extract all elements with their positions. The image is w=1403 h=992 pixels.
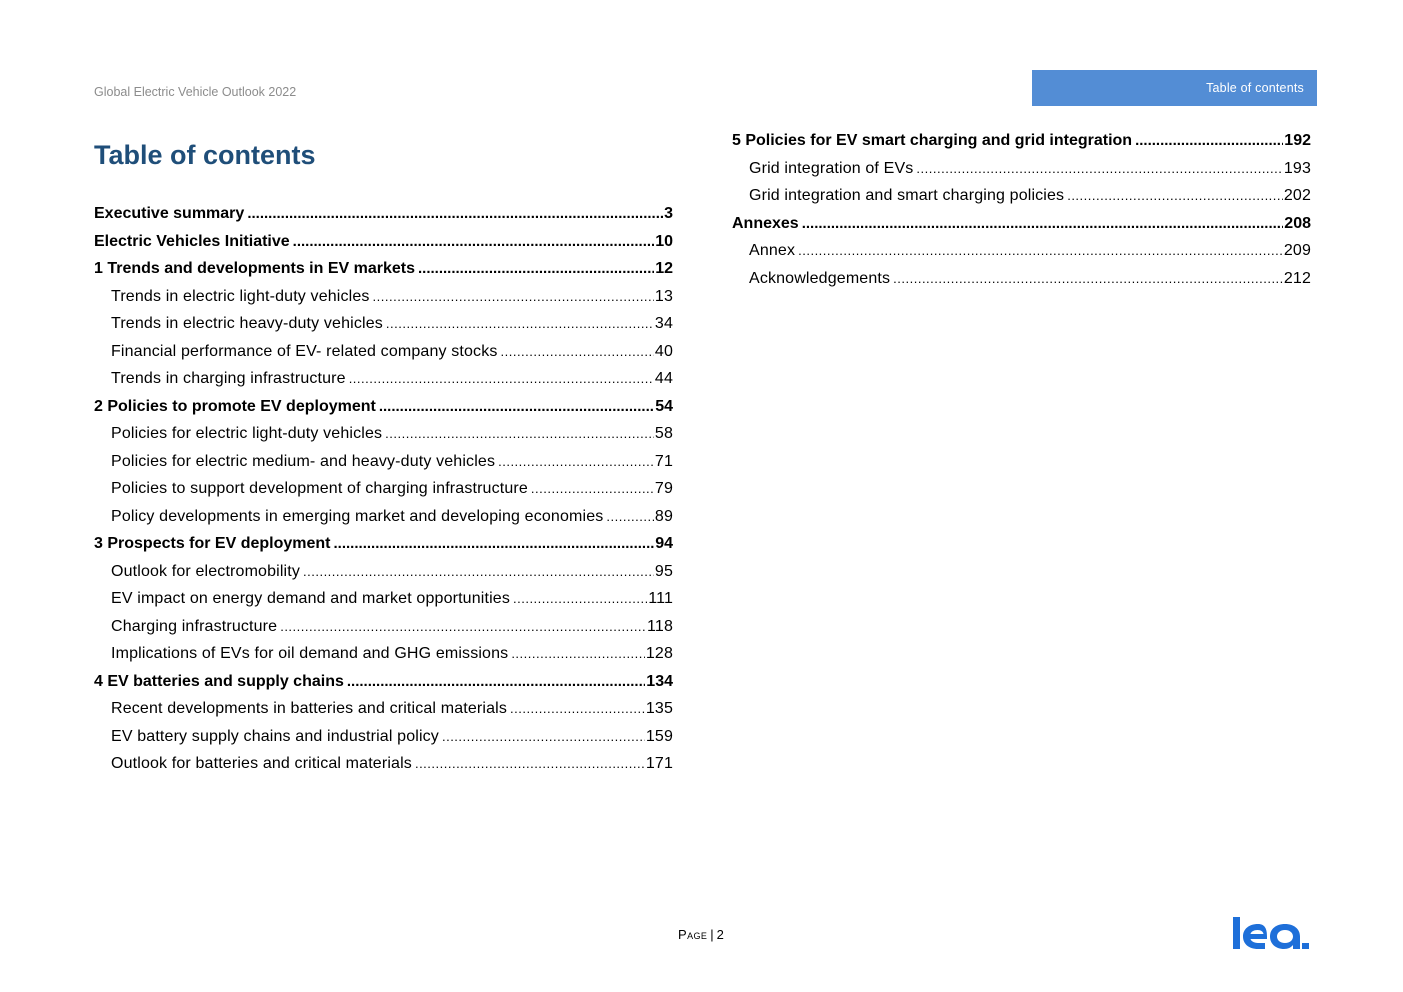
toc-chapter-entry[interactable]	[94, 668, 673, 696]
toc-dot-leader	[916, 155, 1282, 183]
toc-section-entry[interactable]	[94, 613, 673, 641]
toc-entry-page-number: 208	[1284, 214, 1311, 232]
toc-section-entry[interactable]	[732, 182, 1311, 210]
toc-entry-label: Trends in charging infrastructure	[111, 370, 346, 387]
toc-chapter-entry[interactable]	[94, 228, 673, 256]
toc-dot-leader	[415, 750, 645, 778]
toc-entry-page-number: 13	[654, 287, 673, 305]
toc-entry-page-number: 209	[1283, 242, 1311, 259]
toc-entry-page-number: 159	[645, 727, 673, 745]
toc-dot-leader	[893, 265, 1283, 293]
toc-chapter-entry[interactable]	[732, 210, 1311, 238]
toc-entry-page-number: 135	[645, 700, 673, 717]
toc-entry-page-number: 94	[655, 535, 673, 552]
toc-entry-label: EV impact on energy demand and market opportunities	[111, 590, 510, 607]
toc-entry-page-number: 58	[654, 425, 673, 442]
toc-dot-leader	[334, 530, 655, 558]
toc-entry-page-number: 79	[654, 480, 673, 497]
toc-entry-label: 2 Policies to promote EV deployment	[94, 397, 376, 415]
toc-chapter-entry[interactable]	[94, 393, 673, 421]
page-separator: |	[710, 927, 714, 942]
toc-dot-leader	[510, 695, 645, 723]
toc-entry-page-number: 54	[655, 397, 673, 415]
toc-dot-leader	[379, 393, 654, 421]
toc-section-entry[interactable]	[732, 265, 1311, 293]
page-number: 2	[716, 927, 724, 942]
toc-dot-leader	[418, 255, 654, 283]
toc-section-entry[interactable]	[94, 365, 673, 393]
toc-dot-leader	[303, 558, 654, 586]
page-footer	[678, 927, 724, 942]
toc-section-entry[interactable]	[94, 338, 673, 366]
toc-entry-label: Grid integration of EVs	[749, 159, 914, 177]
toc-entry-page-number: 193	[1283, 159, 1311, 177]
toc-section-entry[interactable]	[94, 503, 673, 531]
toc-entry-page-number: 34	[654, 315, 673, 332]
toc-left-column	[94, 200, 673, 778]
toc-section-entry[interactable]	[94, 475, 673, 503]
toc-entry-page-number: 71	[654, 452, 673, 470]
toc-section-entry[interactable]	[94, 750, 673, 778]
toc-entry-label: Executive summary	[94, 205, 245, 222]
iea-logo-icon	[1232, 914, 1310, 952]
toc-right-column	[732, 127, 1311, 292]
toc-entry-page-number: 192	[1284, 132, 1311, 149]
toc-dot-leader	[293, 228, 655, 256]
toc-section-entry[interactable]	[94, 283, 673, 311]
toc-entry-label: Annex	[749, 242, 796, 259]
page-word: Page	[678, 927, 708, 942]
toc-dot-leader	[247, 200, 663, 228]
toc-entry-label: Acknowledgements	[749, 269, 891, 287]
toc-dot-leader	[531, 475, 654, 503]
toc-section-entry[interactable]	[94, 558, 673, 586]
toc-entry-label: 5 Policies for EV smart charging and grid integration	[732, 132, 1133, 149]
toc-chapter-entry[interactable]	[732, 127, 1311, 155]
toc-dot-leader	[349, 365, 654, 393]
toc-entry-label: Policies for electric light-duty vehicles	[111, 425, 383, 442]
toc-dot-leader	[498, 448, 654, 476]
toc-entry-label: Outlook for batteries and critical materials	[111, 755, 412, 772]
toc-section-entry[interactable]	[732, 237, 1311, 265]
toc-entry-page-number: 40	[654, 342, 673, 360]
toc-entry-page-number: 128	[645, 645, 673, 662]
toc-entry-page-number: 3	[664, 205, 673, 222]
toc-entry-label: 4 EV batteries and supply chains	[94, 672, 344, 690]
toc-dot-leader	[511, 640, 645, 668]
toc-entry-label: Implications of EVs for oil demand and GHG emissions	[111, 645, 509, 662]
toc-entry-label: Charging infrastructure	[111, 617, 278, 635]
toc-section-entry[interactable]	[94, 695, 673, 723]
running-header: Global Electric Vehicle Outlook 2022	[94, 85, 297, 99]
toc-entry-label: Recent developments in batteries and critical materials	[111, 700, 507, 717]
toc-entry-label: 1 Trends and developments in EV markets	[94, 260, 415, 277]
toc-entry-label: Outlook for electromobility	[111, 562, 301, 580]
toc-entry-label: Electric Vehicles Initiative	[94, 232, 290, 250]
toc-dot-leader	[386, 310, 654, 338]
toc-entry-label: Policy developments in emerging market and developing economies	[111, 507, 604, 525]
toc-dot-leader	[373, 283, 654, 311]
toc-entry-label: EV battery supply chains and industrial policy	[111, 727, 439, 745]
toc-dot-leader	[802, 210, 1284, 238]
section-tab: Table of contents	[1032, 70, 1317, 106]
toc-section-entry[interactable]	[94, 310, 673, 338]
toc-entry-label: Trends in electric heavy-duty vehicles	[111, 315, 383, 332]
toc-section-entry[interactable]	[94, 640, 673, 668]
toc-entry-page-number: 134	[646, 672, 673, 690]
toc-chapter-entry[interactable]	[94, 255, 673, 283]
toc-section-entry[interactable]	[94, 420, 673, 448]
toc-dot-leader	[442, 723, 645, 751]
toc-dot-leader	[501, 338, 654, 366]
toc-chapter-entry[interactable]	[94, 530, 673, 558]
toc-dot-leader	[1067, 182, 1283, 210]
toc-entry-label: Trends in electric light-duty vehicles	[111, 287, 370, 305]
toc-entry-page-number: 10	[655, 232, 673, 250]
toc-dot-leader	[385, 420, 654, 448]
toc-section-entry[interactable]	[732, 155, 1311, 183]
toc-entry-page-number: 111	[648, 590, 673, 607]
toc-entry-label: Annexes	[732, 214, 799, 232]
toc-dot-leader	[280, 613, 646, 641]
toc-section-entry[interactable]	[94, 723, 673, 751]
toc-entry-page-number: 89	[654, 507, 673, 525]
toc-dot-leader	[798, 237, 1283, 265]
toc-entry-page-number: 202	[1283, 187, 1311, 204]
page-title: Table of contents	[94, 140, 316, 170]
toc-entry-label: Financial performance of EV- related company stocks	[111, 342, 498, 360]
toc-entry-page-number: 212	[1283, 269, 1311, 287]
toc-chapter-entry[interactable]	[94, 200, 673, 228]
toc-entry-label: Policies for electric medium- and heavy-duty vehicles	[111, 452, 496, 470]
toc-entry-label: 3 Prospects for EV deployment	[94, 535, 331, 552]
toc-entry-page-number: 95	[654, 562, 673, 580]
toc-entry-label: Policies to support development of charging infrastructure	[111, 480, 528, 497]
toc-entry-page-number: 44	[654, 370, 673, 387]
toc-entry-page-number: 171	[645, 755, 673, 772]
toc-section-entry[interactable]	[94, 448, 673, 476]
toc-dot-leader	[606, 503, 654, 531]
toc-dot-leader	[1135, 127, 1283, 155]
toc-dot-leader	[347, 668, 645, 696]
toc-entry-page-number: 12	[655, 260, 673, 277]
toc-entry-label: Grid integration and smart charging policies	[749, 187, 1065, 204]
toc-section-entry[interactable]	[94, 585, 673, 613]
toc-dot-leader	[513, 585, 647, 613]
toc-entry-page-number: 118	[647, 617, 673, 635]
